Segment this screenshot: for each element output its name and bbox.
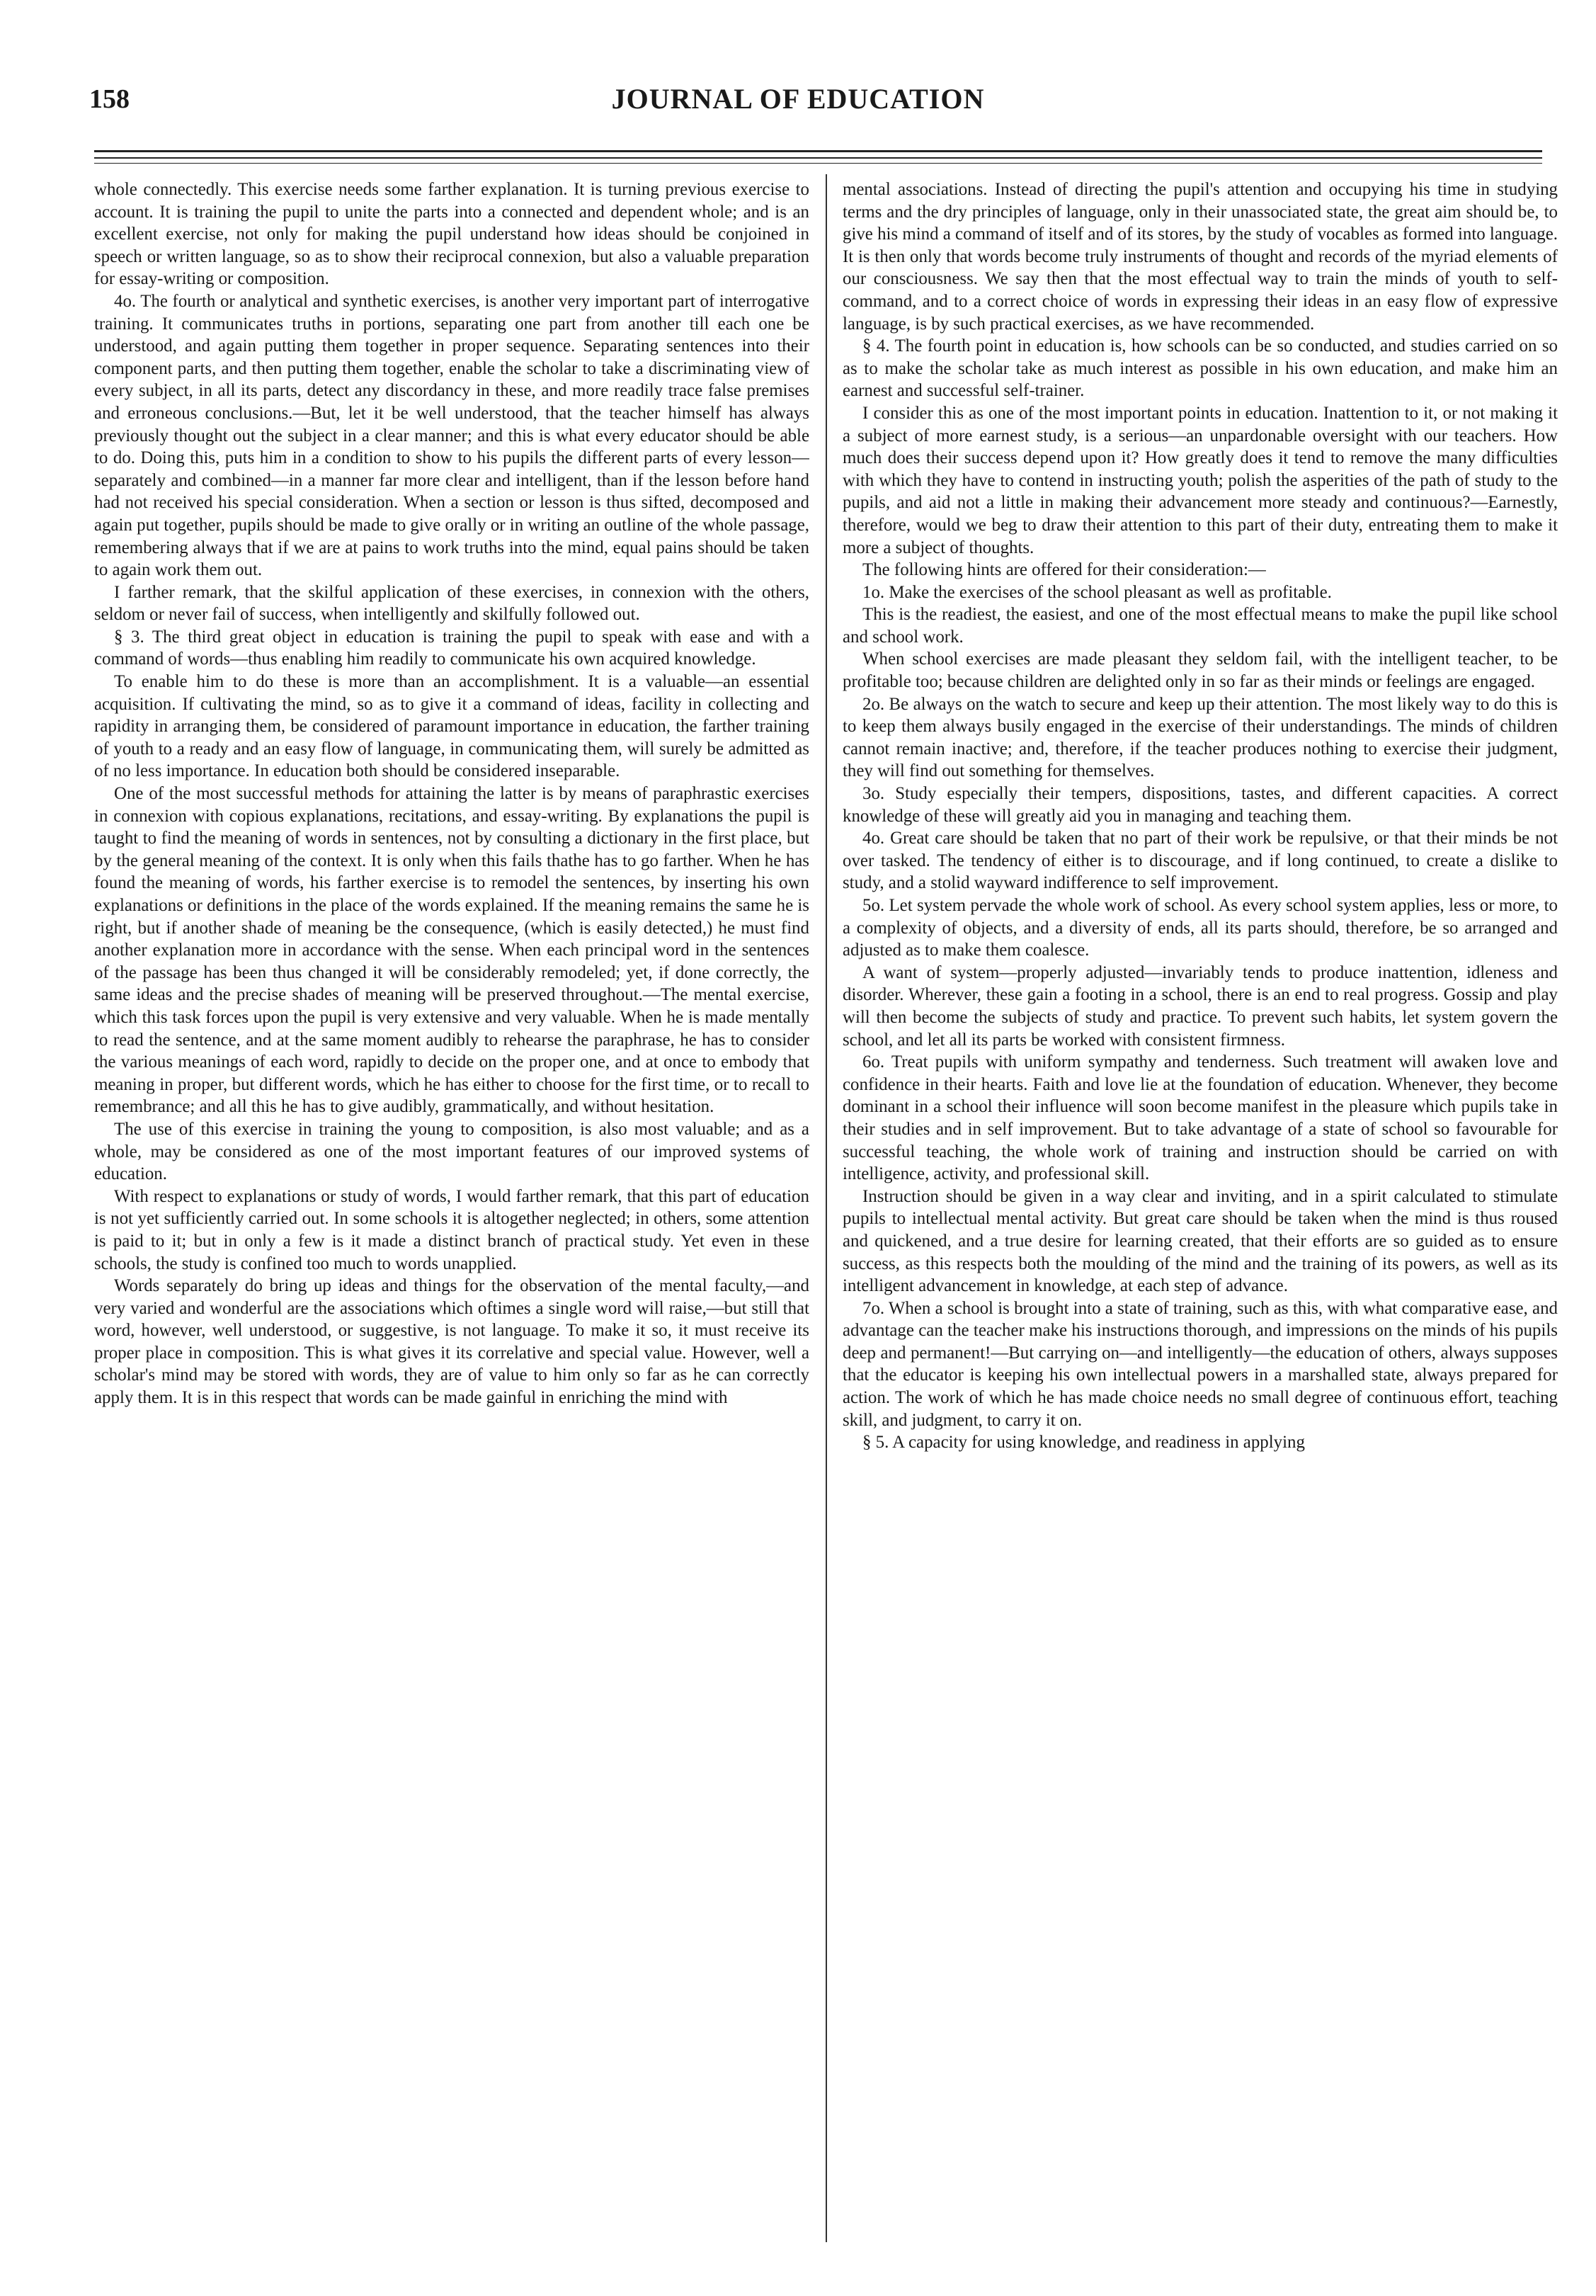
left-column (94, 178, 809, 2254)
header-rule-middle (94, 157, 1542, 159)
paragraph: 5o. Let system pervade the whole work of school. As every school system applies, less or more, to a complexity of objects, and a diversity of ends, all its parts should, therefore, be so arranged and adjusted as to make them coalesce. (843, 896, 1558, 960)
paragraph: One of the most successful methods for attaining the latter is by means of paraphrastic exercises in connexion with copious explanations, recitations, and essay-writing. By explanations the pupil is taught to find the meaning of words in sentences, not by consulting a dictionary in the first place, but by the general meaning of the context. It is only when this fails thathe has to go farther. When he has found the meaning of words, his farther exercise is to remodel the sentences, by inserting his own explanations or definitions in the place of the words explained. If the meaning remains the same he is right, but if another shade of meaning be the consequence, (which is easily detected,) he must find another explanation more in accordance with the sense. When each principal word in the sentences of the passage has been thus changed it will be considerably remodeled; yet, if done correctly, the same ideas and the precise shades of meaning will be preserved throughout.—The mental exercise, which this task forces upon the pupil is very extensive and very valuable. When he is made mentally to read the sentence, and at the same moment audibly to rehearse the paraphrase, he has to consider the various meanings of each word, rapidly to decide on the proper one, and at once to embody that meaning in proper, but different words, which he has either to choose for the first time, or to recall to remembrance; and all this he has to give audibly, grammatically, and without hesitation. (94, 784, 809, 1117)
paragraph: The use of this exercise in training the young to composition, is also most valuable; and as a whole, may be considered as one of the most important features of our improved systems of education. (94, 1119, 809, 1184)
paragraph: § 5. A capacity for using knowledge, and readiness in applying (862, 1433, 1305, 1453)
paragraph: 7o. When a school is brought into a state of training, such as this, with what comparative ease, and advantage can the teacher make his instructions thorough, and impressions on the minds of his pupils deep and permanent!—But carrying on—and intelligently—the education of others, always supposes that the educator is keeping his own intellectual powers in a marshalled state, always prepared for action. The work of which he has made choice needs no small degree of continuous effort, teaching skill, and judgment, to carry it on. (843, 1298, 1558, 1430)
paragraph: When school exercises are made pleasant they seldom fail, with the intelligent teacher, to be profitable too; because children are delighted only in so far as their minds or feelings are engaged. (843, 649, 1558, 692)
paragraph: This is the readiest, the easiest, and one of the most effectual means to make the pupil like school and school work. (843, 605, 1558, 647)
header-rule-bottom (94, 163, 1542, 164)
paragraph: whole connectedly. This exercise needs some farther explanation. It is turning previous exercise to account. It is training the pupil to unite the parts into a connected and dependent whole; and is an excellent exercise, not only for making the pupil understand how ideas should be conjoined in speech or written language, so as to show their reciprocal connexion, but also a valuable preparation for essay-writing or composition. (94, 180, 809, 289)
paragraph: 3o. Study especially their tempers, dispositions, tastes, and different capacities. A correct knowledge of these will greatly aid you in managing and teaching them. (843, 784, 1558, 826)
column-divider (826, 174, 827, 2242)
paragraph: I farther remark, that the skilful application of these exercises, in connexion with the others, seldom or never fail of success, when intelligently and skilfully followed out. (94, 582, 809, 625)
running-title: JOURNAL OF EDUCATION (611, 83, 985, 115)
paragraph: I consider this as one of the most important points in education. Inattention to it, or not making it a subject of more earnest study, is a serious—an unpardonable oversight with our teachers. How much does their success depend upon it? How greatly does it tend to remove the many difficulties with which they have to contend in instructing youth; polish the asperities of the path of study to the pupils, and aid not a little in making their advancement more steady and continuous?—Earnestly, therefore, would we beg to draw their attention to this part of their duty, entreating them to make it more a subject of thoughts. (843, 403, 1558, 557)
paragraph: mental associations. Instead of directing the pupil's attention and occupying his time in studying terms and the dry principles of language, only in their unassociated state, the great aim should be, to give his mind a command of itself and of its stores, by the study of vocables as formed into language. It is then only that words become truly instruments of thought and records of the myriad elements of our consciousness. We say then that the most effectual way to train the minds of youth to self-command, and to a correct choice of words in expressing their ideas in an easy flow of expressive language, is by such practical exercises, as we have recommended. (843, 180, 1558, 334)
paragraph: § 4. The fourth point in education is, how schools can be so conducted, and studies carried on so as to make the scholar take as much interest as possible in his own education, and make him an earnest and successful self-trainer. (843, 336, 1558, 401)
paragraph: With respect to explanations or study of words, I would farther remark, that this part of education is not yet sufficiently carried out. In some schools it is altogether neglected; in others, some attention is paid to it; but in only a few is it made a distinct branch of practical study. Yet even in these schools, the study is confined too much to words unapplied. (94, 1186, 809, 1273)
paragraph: To enable him to do these is more than an accomplishment. It is a valuable—an essential acquisition. If cultivating the mind, so as to give it a command of ideas, facility in collecting and rapidity in arranging them, be considered of paramount importance in education, the farther training of youth to a ready and an easy flow of language, in communicating them, will surely be admitted as of no less importance. In education both should be considered inseparable. (94, 672, 809, 781)
paragraph: 6o. Treat pupils with uniform sympathy and tenderness. Such treatment will awaken love and confidence in their hearts. Faith and love lie at the foundation of education. Whenever, they become dominant in a school their influence will soon become manifest in the pleasure which pupils take in their studies and in self improvement. But to take advantage of a state of school so favourable for successful teaching, the whole work of training and instruction should be carried on with intelligence, activity, and professional skill. (843, 1052, 1558, 1184)
page-number: 158 (89, 84, 130, 114)
paragraph: The following hints are offered for their consideration:— (862, 560, 1266, 580)
paragraph: 1o. Make the exercises of the school pleasant as well as profitable. (862, 582, 1332, 602)
header-rule-top (94, 150, 1542, 152)
paragraph: A want of system—properly adjusted—invariably tends to produce inattention, idleness and disorder. Wherever, these gain a footing in a school, there is an end to real progress. Gossip and play will then become the subjects of study and practice. To prevent such habits, let system govern the school, and let all its parts be worked with consistent firmness. (843, 962, 1558, 1050)
paragraph: Instruction should be given in a way clear and inviting, and in a spirit calculated to stimulate pupils to intellectual mental activity. But great care should be taken when the mind is thus roused and quickened, and a true desire for learning created, that their efforts are so guided as to ensure success, as this respects both the moulding of the mind and the training of its powers, as well as its intelligent advancement in knowledge, at each step of advance. (843, 1186, 1558, 1296)
paragraph: 4o. The fourth or analytical and synthetic exercises, is another very important part of interrogative training. It communicates truths in portions, separating one part from another till each one be understood, and again putting them together in proper sequence. Separating sentences into their component parts, and then putting them together, enable the scholar to take a discriminating view of every subject, in all its parts, detect any discordancy in these, and more readily trace false premises and erroneous conclusions.—But, let it be well understood, that the teacher himself has always previously thought out the subject in a clear manner; and this is what every educator should be able to do. Doing this, puts him in a condition to show to his pupils the different parts of every lesson—separately and combined—in a manner far more clear and intelligent, than if the lesson before hand had not received his special consideration. When a section or lesson is thus sifted, decomposed and again put together, pupils should be made to give orally or in writing an outline of the whole passage, remembering always that if we are at pains to work truths into the mind, equal pains should be taken to again work them out. (94, 291, 809, 580)
paragraph: 4o. Great care should be taken that no part of their work be repulsive, or that their minds be not over tasked. The tendency of either is to discourage, and if long continued, to create a dislike to study, and a stolid wayward indifference to self improvement. (843, 829, 1558, 893)
paragraph: 2o. Be always on the watch to secure and keep up their attention. The most likely way to do this is to keep them always busily engaged in the exercise of their understandings. The minds of children cannot remain inactive; and, therefore, if the teacher produces nothing to exercise their judgment, they will find out something for themselves. (843, 694, 1558, 781)
paragraph: § 3. The third great object in education is training the pupil to speak with ease and with a command of words—thus enabling him readily to communicate his own acquired knowledge. (94, 627, 809, 669)
right-column (843, 178, 1558, 2254)
paragraph: Words separately do bring up ideas and things for the observation of the mental faculty,—and very varied and wonderful are the associations which oftimes a single word will raise,—but still that word, however, well understood, or suggestive, is not language. To make it so, it must receive its proper place in composition. This is what gives it its correlative and special value. However, well a scholar's mind may be stored with words, they are of value to him only so far as he can correctly apply them. It is in this respect that words can be made gainful in enriching the mind with (94, 1276, 809, 1408)
